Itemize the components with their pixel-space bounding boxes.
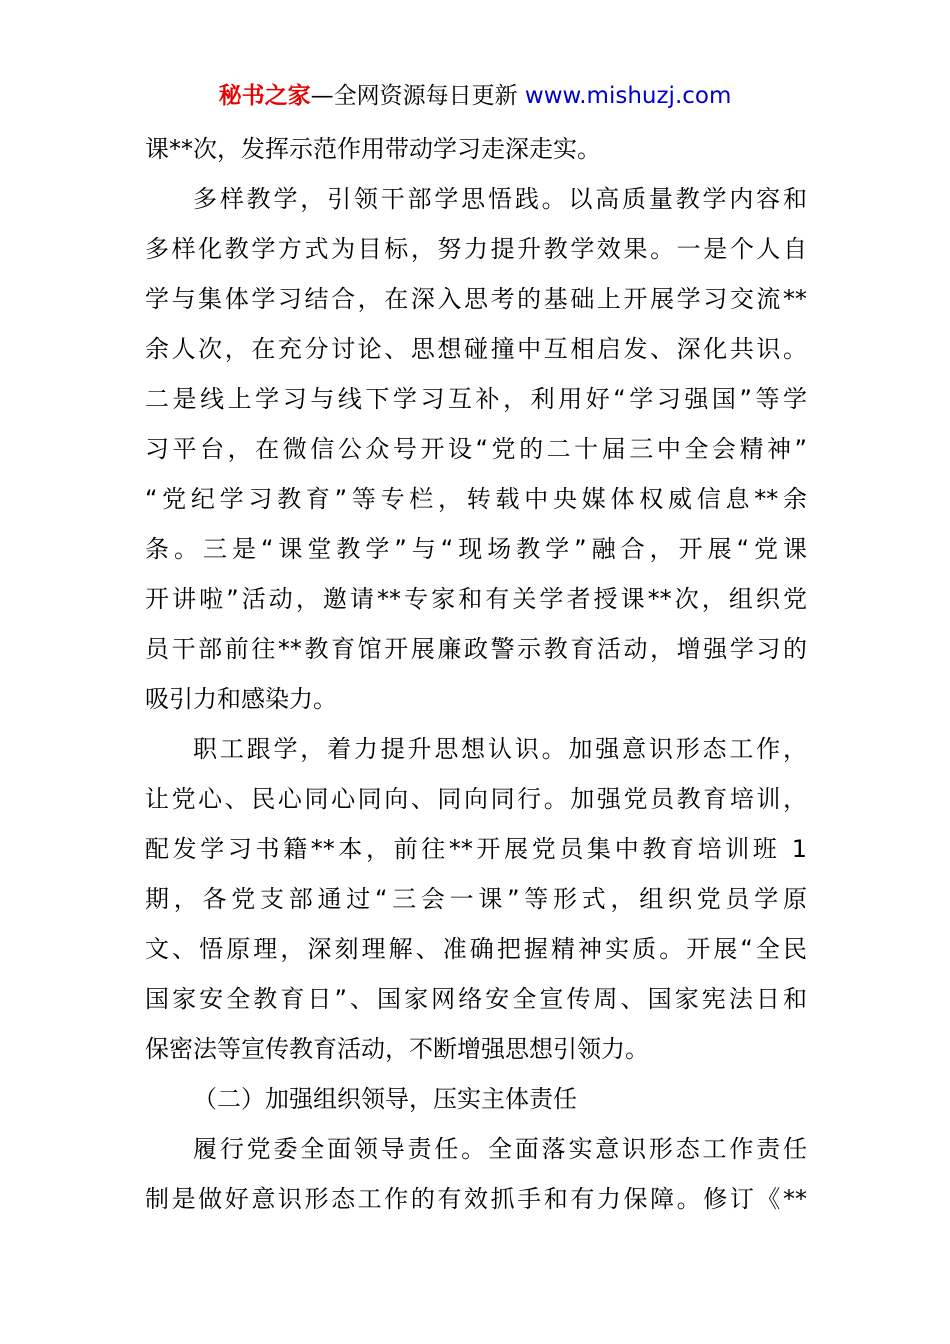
paragraph-start: 职工跟学，着力提升思想认识。加强意识形态工作， xyxy=(193,735,807,763)
paragraph-start: 多样教学，引领干部学思悟践。以高质量教学内容和 xyxy=(193,185,807,213)
text-line: 余人次，在充分讨论、思想碰撞中互相启发、深化共识。 xyxy=(145,335,807,363)
text-line: 条。三是“课堂教学”与“现场教学”融合，开展“党课 xyxy=(145,535,807,563)
text-line: 制是做好意识形态工作的有效抓手和有力保障。修订《** xyxy=(145,1185,807,1213)
text-line: 课**次，发挥示范作用带动学习走深走实。 xyxy=(145,135,601,163)
text-line: 员干部前往**教育馆开展廉政警示教育活动，增强学习的 xyxy=(145,635,807,663)
document-body xyxy=(145,124,807,1224)
text-line: 国家安全教育日”、国家网络安全宣传周、国家宪法日和 xyxy=(145,985,807,1013)
text-line: 吸引力和感染力。 xyxy=(145,685,337,713)
text-line: 开讲啦”活动，邀请**专家和有关学者授课**次，组织党 xyxy=(145,585,807,613)
header-tagline: —全网资源每日更新 xyxy=(310,83,518,109)
text-line: “党纪学习教育”等专栏，转载中央媒体权威信息**余 xyxy=(145,485,807,513)
brand-name: 秘书之家 xyxy=(218,83,311,109)
text-line: 配发学习书籍**本，前往**开展党员集中教育培训班 1 xyxy=(145,835,807,863)
text-line: 保密法等宣传教育活动，不断增强思想引领力。 xyxy=(145,1035,649,1063)
text-line: 多样化教学方式为目标，努力提升教学效果。一是个人自 xyxy=(145,235,807,263)
paragraph-start: 履行党委全面领导责任。全面落实意识形态工作责任 xyxy=(193,1135,807,1163)
text-line: 习平台，在微信公众号开设“党的二十届三中全会精神” xyxy=(145,435,807,463)
text-line: 期，各党支部通过“三会一课”等形式，组织党员学原 xyxy=(145,885,807,913)
text-line: 二是线上学习与线下学习互补，利用好“学习强国”等学 xyxy=(145,385,807,413)
text-line: 学与集体学习结合，在深入思考的基础上开展学习交流** xyxy=(145,285,807,313)
page-header xyxy=(0,80,950,112)
text-line: 文、悟原理，深刻理解、准确把握精神实质。开展“全民 xyxy=(145,935,807,963)
website-link[interactable]: www.mishuzj.com xyxy=(524,83,732,109)
text-line: 让党心、民心同心同向、同向同行。加强党员教育培训， xyxy=(145,785,807,813)
section-heading: （二）加强组织领导，压实主体责任 xyxy=(193,1085,577,1113)
